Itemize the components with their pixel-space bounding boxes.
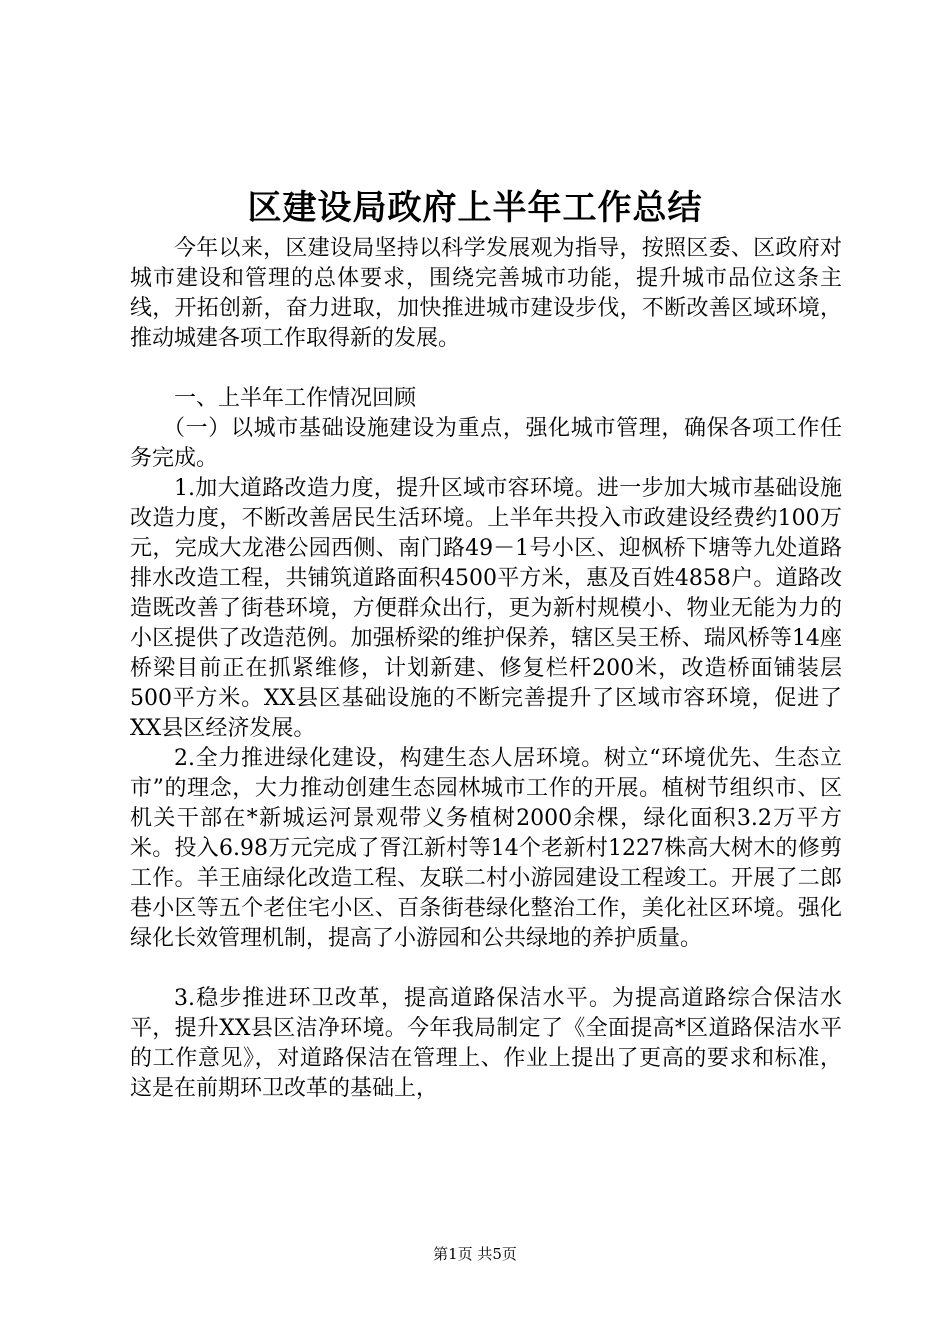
paragraph-greening: 2.全力推进绿化建设，构建生态人居环境。树立“环境优先、生态立市”的理念，大力推动创建生态园林城市工作的开展。植树节组织市、区机关干部在*新城运河景观带义务植树2000余棵，绿化面积3.2万平方米。投入6.98万元完成了胥江新村等14个老新村1227株高大树木的修剪工作。羊王庙绿化改造工程、友联二村小游园建设工程竣工。开展了二郎巷小区等五个老住宅小区、百条街巷绿化整治工作，美化社区环境。强化绿化长效管理机制，提高了小游园和公共绿地的养护质量。 [130, 746, 842, 951]
page-number-footer: 第1页 共5页 [433, 1245, 517, 1263]
section-heading: 一、上半年工作情况回顾 [174, 386, 417, 411]
document-body [130, 234, 842, 1104]
document-title: 区建设局政府上半年工作总结 [247, 188, 703, 228]
paragraph-sanitation: 3.稳步推进环卫改革，提高道路保洁水平。为提高道路综合保洁水平，提升XX县区洁净环境。今年我局制定了《全面提高*区道路保洁水平的工作意见》，对道路保洁在管理上、作业上提出了更高的要求和标准，这是在前期环卫改革的基础上， [130, 986, 842, 1101]
subsection-heading: （一）以城市基础设施建设为重点，强化城市管理，确保各项工作任务完成。 [130, 416, 842, 471]
paragraph-roads: 1.加大道路改造力度，提升区域市容环境。进一步加大城市基础设施改造力度，不断改善居民生活环境。上半年共投入市政建设经费约100万元，完成大龙港公园西侧、南门路49－1号小区、迎枫桥下塘等九处道路排水改造工程，共铺筑道路面积4500平方米，惠及百姓4858户。道路改造既改善了街巷环境，方便群众出行，更为新村规模小、物业无能为力的小区提供了改造范例。加强桥梁的维护保养，辖区吴王桥、瑞风桥等14座桥梁目前正在抓紧维修，计划新建、修复栏杆200米，改造桥面铺装层500平方米。XX县区基础设施的不断完善提升了区域市容环境，促进了XX县区经济发展。 [130, 476, 842, 741]
paragraph-intro: 今年以来，区建设局坚持以科学发展观为指导，按照区委、区政府对城市建设和管理的总体要求，围绕完善城市功能，提升城市品位这条主线，开拓创新，奋力进取，加快推进城市建设步伐，不断改善区域环境，推动城建各项工作取得新的发展。 [130, 236, 842, 351]
